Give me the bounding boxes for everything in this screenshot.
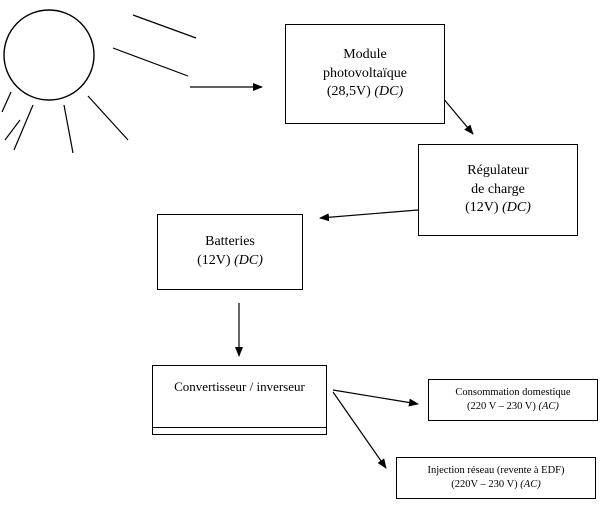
arrow-convertisseur-to-injection [333, 392, 386, 468]
node-regulateur-line2: de charge [471, 181, 525, 197]
arrow-convertisseur-to-consommation [333, 390, 418, 404]
node-batteries-current-type: (DC) [234, 253, 263, 268]
node-batteries-voltage: (12V) [197, 253, 235, 268]
node-injection-line1: Injection réseau (revente à EDF) [427, 464, 565, 476]
node-injection-current-type: (AC) [520, 479, 541, 490]
node-consommation-voltage: (220 V – 230 V) [467, 401, 539, 412]
node-module-line1: Module [343, 46, 387, 62]
node-batteries-line1: Batteries [205, 234, 255, 250]
node-regulateur-line1: Régulateur [467, 162, 529, 178]
node-convertisseur-inverseur [152, 365, 327, 435]
node-module-voltage-row [327, 83, 403, 102]
node-batteries-voltage-row [197, 252, 263, 271]
arrow-regulateur-to-batteries [320, 210, 418, 218]
node-regulateur-voltage-row [465, 199, 531, 218]
node-injection-voltage-row [451, 478, 540, 492]
node-regulateur-current-type: (DC) [502, 200, 531, 216]
node-batteries [157, 214, 303, 290]
node-injection-voltage: (220V – 230 V) [451, 479, 521, 490]
node-module-current-type: (DC) [374, 84, 404, 100]
node-injection-reseau [396, 457, 596, 499]
node-module-photovoltaique [285, 24, 445, 124]
node-regulateur-de-charge [418, 144, 578, 236]
node-consommation-line1: Consommation domestique [455, 386, 571, 398]
node-consommation-domestique [428, 379, 598, 421]
node-module-voltage: (28,5V) [326, 84, 375, 100]
node-regulateur-voltage: (12V) [465, 200, 503, 216]
sun-icon [4, 10, 94, 100]
node-module-line2: photovoltaïque [323, 65, 407, 81]
node-consommation-voltage-row [467, 400, 559, 414]
node-convertisseur-line1: Convertisseur / inverseur [174, 379, 305, 394]
node-convertisseur-divider [153, 427, 326, 428]
node-consommation-current-type: (AC) [538, 401, 559, 412]
